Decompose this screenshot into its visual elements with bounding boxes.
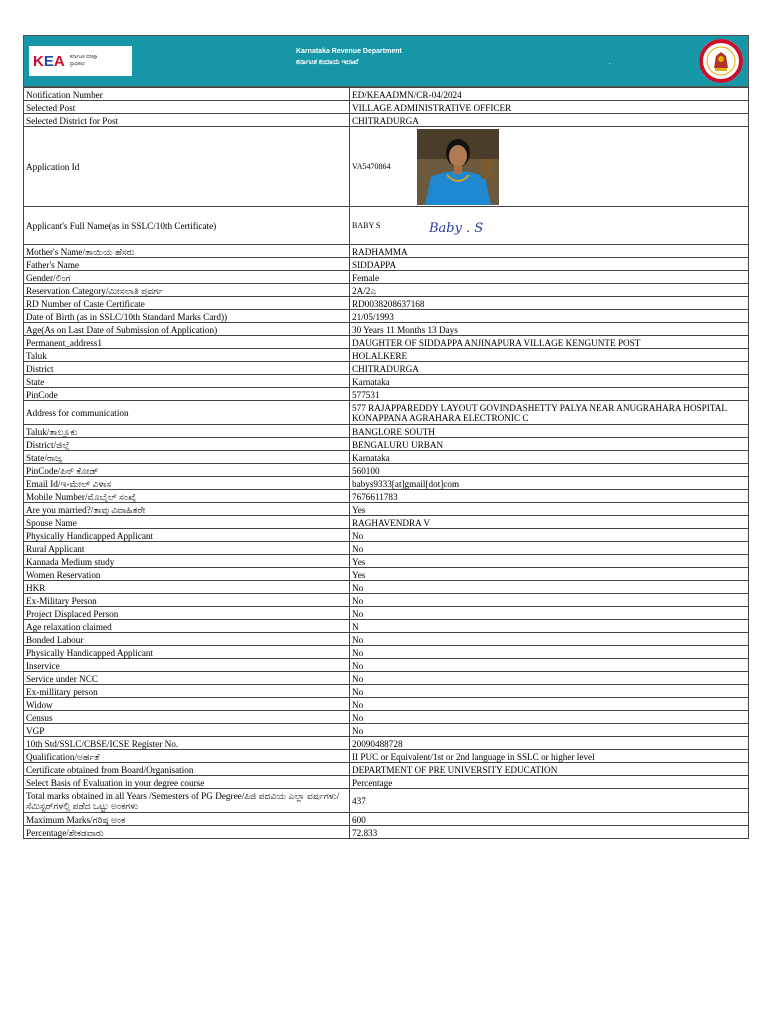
row-label: Certificate obtained from Board/Organisation — [24, 763, 350, 776]
row-label: HKR — [24, 581, 350, 594]
table-row — [24, 776, 749, 789]
row-value: 2A/2ಎ — [350, 284, 749, 297]
table-row — [24, 542, 749, 555]
table-row — [24, 581, 749, 594]
row-value: Yes — [350, 503, 749, 516]
table-row — [24, 438, 749, 451]
kea-logo-icon: KEA — [33, 52, 65, 70]
table-row — [24, 555, 749, 568]
signature-icon — [427, 212, 489, 240]
table-row — [24, 568, 749, 581]
row-value: RAGHAVENDRA V — [350, 516, 749, 529]
row-value: 30 Years 11 Months 13 Days — [350, 323, 749, 336]
kea-subtitle-line2: ಪ್ರಾಧಿಕಾರ — [69, 61, 85, 67]
applicant-photo-icon — [417, 129, 499, 205]
table-row — [24, 258, 749, 271]
department-name-en: Karnataka Revenue Department — [296, 48, 402, 55]
table-row — [24, 464, 749, 477]
row-label: PinCode — [24, 388, 350, 401]
row-label: Rural Applicant — [24, 542, 350, 555]
row-value: No — [350, 607, 749, 620]
table-row — [24, 711, 749, 724]
row-label: Taluk/ತಾಲ್ಲೂಕು — [24, 425, 350, 438]
row-value: No — [350, 698, 749, 711]
row-label: RD Number of Caste Certificate — [24, 297, 350, 310]
department-title — [296, 46, 402, 68]
row-label: State — [24, 375, 350, 388]
row-value: II PUC or Equivalent/1st or 2nd language in SSLC or higher level — [350, 750, 749, 763]
header-banner — [23, 35, 749, 87]
row-value — [350, 207, 749, 245]
row-value: No — [350, 542, 749, 555]
table-row-address-communication — [24, 401, 749, 425]
row-value: RD0038208637168 — [350, 297, 749, 310]
row-label: Reservation Category/ಮೀಸಲಾತಿ ಪ್ರವರ್ಗ — [24, 284, 350, 297]
row-value: No — [350, 633, 749, 646]
row-label: Application Id — [24, 127, 350, 207]
row-label: Are you married?/ತಾವು ವಿವಾಹಿತರೇ — [24, 503, 350, 516]
row-value: DAUGHTER OF SIDDAPPA ANJINAPURA VILLAGE KENGUNTE POST — [350, 336, 749, 349]
table-row — [24, 594, 749, 607]
row-value: No — [350, 659, 749, 672]
kea-subtitle — [70, 54, 98, 68]
row-value: No — [350, 711, 749, 724]
row-value: babys9333[at]gmail[dot]com — [350, 477, 749, 490]
row-label: Inservice — [24, 659, 350, 672]
row-value: Yes — [350, 568, 749, 581]
row-label: Mother's Name/ತಾಯಿಯ ಹೆಸರು — [24, 245, 350, 258]
table-row — [24, 724, 749, 737]
row-value: Female — [350, 271, 749, 284]
row-label: Census — [24, 711, 350, 724]
row-label: Physically Handicapped Applicant — [24, 646, 350, 659]
table-row — [24, 245, 749, 258]
table-row — [24, 685, 749, 698]
row-value: No — [350, 529, 749, 542]
department-name-kn: ಕರ್ನಾಟಕ ಕಂದಾಯ ಇಲಾಖೆ — [296, 59, 359, 66]
row-label: PinCode/ಪಿನ್ ಕೋಡ್ — [24, 464, 350, 477]
row-label: Taluk — [24, 349, 350, 362]
table-row — [24, 297, 749, 310]
table-row — [24, 388, 749, 401]
row-value: No — [350, 685, 749, 698]
row-label: District — [24, 362, 350, 375]
row-label: Spouse Name — [24, 516, 350, 529]
table-row — [24, 529, 749, 542]
table-row — [24, 375, 749, 388]
table-row — [24, 349, 749, 362]
table-row-application-id — [24, 127, 749, 207]
table-row — [24, 451, 749, 464]
application-details-table — [23, 87, 749, 839]
table-row — [24, 607, 749, 620]
row-label: Widow — [24, 698, 350, 711]
table-row — [24, 323, 749, 336]
row-label: Age(As on Last Date of Submission of Application) — [24, 323, 350, 336]
row-label: Gender/ಲಿಂಗ — [24, 271, 350, 284]
table-row — [24, 646, 749, 659]
kea-subtitle-line1: ಕರ್ನಾಟಕ ಪರೀಕ್ಷಾ — [69, 54, 99, 60]
table-row — [24, 362, 749, 375]
row-label: Service under NCC — [24, 672, 350, 685]
row-label: Date of Birth (as in SSLC/10th Standard Marks Card)) — [24, 310, 350, 323]
row-label: Applicant's Full Name(as in SSLC/10th Certificate) — [24, 207, 350, 245]
row-label: State/ರಾಜ್ಯ — [24, 451, 350, 464]
table-row — [24, 516, 749, 529]
row-label: Ex-millitary person — [24, 685, 350, 698]
row-value: Percentage — [350, 776, 749, 789]
table-row — [24, 672, 749, 685]
row-value: SIDDAPPA — [350, 258, 749, 271]
row-value: N — [350, 620, 749, 633]
row-label: Ex-Military Person — [24, 594, 350, 607]
table-row — [24, 101, 749, 114]
row-value: VILLAGE ADMINISTRATIVE OFFICER — [350, 101, 749, 114]
row-value: BENGALURU URBAN — [350, 438, 749, 451]
row-value: BANGLORE SOUTH — [350, 425, 749, 438]
table-row — [24, 620, 749, 633]
row-label: Permanent_address1 — [24, 336, 350, 349]
table-row — [24, 750, 749, 763]
row-value: RADHAMMA — [350, 245, 749, 258]
table-row — [24, 88, 749, 101]
table-row — [24, 633, 749, 646]
row-value: 600 — [350, 813, 749, 826]
row-label: Qualification/ಅರ್ಹತೆ — [24, 750, 350, 763]
row-label: Selected Post — [24, 101, 350, 114]
table-row — [24, 425, 749, 438]
row-value: No — [350, 724, 749, 737]
row-value: CHITRADURGA — [350, 114, 749, 127]
row-value: DEPARTMENT OF PRE UNIVERSITY EDUCATION — [350, 763, 749, 776]
table-row — [24, 659, 749, 672]
row-value: 437 — [350, 789, 749, 813]
row-value: No — [350, 672, 749, 685]
row-value: Karnataka — [350, 451, 749, 464]
row-label: Age relaxation claimed — [24, 620, 350, 633]
row-value: 577 RAJAPPAREDDY LAYOUT GOVINDASHETTY PALYA NEAR ANUGRAHARA HOSPITAL KONAPPANA AGRAHARA ELECTRONIC C — [350, 401, 749, 425]
karnataka-emblem-icon — [698, 38, 744, 84]
table-row — [24, 284, 749, 297]
row-label: Address for communication — [24, 401, 350, 425]
row-value: Yes — [350, 555, 749, 568]
row-value: HOLALKERE — [350, 349, 749, 362]
row-label: Selected District for Post — [24, 114, 350, 127]
banner-dot: . — [609, 58, 611, 66]
row-label: Select Basis of Evaluation in your degree course — [24, 776, 350, 789]
table-row — [24, 813, 749, 826]
table-row — [24, 271, 749, 284]
row-label: VGP — [24, 724, 350, 737]
row-value: No — [350, 594, 749, 607]
row-value: No — [350, 646, 749, 659]
row-label: District/ಜಿಲ್ಲೆ — [24, 438, 350, 451]
table-row — [24, 336, 749, 349]
table-row — [24, 503, 749, 516]
table-row — [24, 477, 749, 490]
row-label: Notification Number — [24, 88, 350, 101]
application-sheet — [23, 35, 749, 839]
table-row — [24, 114, 749, 127]
row-label: Maximum Marks/ಗರಿಷ್ಠ ಅಂಕ — [24, 813, 350, 826]
table-row — [24, 310, 749, 323]
kea-logo-box — [29, 46, 132, 76]
row-label: 10th Std/SSLC/CBSE/ICSE Register No. — [24, 737, 350, 750]
applicant-name-value: BABY S — [352, 221, 381, 230]
row-value: 577531 — [350, 388, 749, 401]
table-row — [24, 490, 749, 503]
table-row-total-marks — [24, 789, 749, 813]
table-row — [24, 826, 749, 839]
row-label: Percentage/ಶೇಕಡವಾರು — [24, 826, 350, 839]
table-row-full-name — [24, 207, 749, 245]
row-value: 72.833 — [350, 826, 749, 839]
row-value: ED/KEAADMN/CR-04/2024 — [350, 88, 749, 101]
row-label: Kannada Medium study — [24, 555, 350, 568]
row-label: Physically Handicapped Applicant — [24, 529, 350, 542]
row-label: Email Id/ಇ-ಮೇಲ್ ವಿಳಾಸ — [24, 477, 350, 490]
row-value: No — [350, 581, 749, 594]
row-value: 7676611783 — [350, 490, 749, 503]
row-label: Father's Name — [24, 258, 350, 271]
row-label: Project Displaced Person — [24, 607, 350, 620]
row-value — [350, 127, 749, 207]
row-value: 21/05/1993 — [350, 310, 749, 323]
row-value: Karnataka — [350, 375, 749, 388]
table-row — [24, 698, 749, 711]
application-id-value: VA5470864 — [352, 162, 391, 171]
row-value: 20090488728 — [350, 737, 749, 750]
signature-text: Baby . S — [428, 221, 483, 236]
table-row — [24, 763, 749, 776]
row-value: 560100 — [350, 464, 749, 477]
row-label: Women Reservation — [24, 568, 350, 581]
row-label: Total marks obtained in all Years /Semesters of PG Degree/ಪಿಜಿ ಪದವಿಯ ಎಲ್ಲಾ ವರ್ಷಗಳು/ಸೆಮಿಸ್ಟರ್‌ಗಳಲ್ಲಿ ಪಡೆದ ಒಟ್ಟು ಅಂಕಗಳು — [24, 789, 350, 813]
table-row — [24, 737, 749, 750]
row-label: Mobile Number/ಮೊಬೈಲ್ ಸಂಖ್ಯೆ — [24, 490, 350, 503]
row-label: Bonded Labour — [24, 633, 350, 646]
row-value: CHITRADURGA — [350, 362, 749, 375]
